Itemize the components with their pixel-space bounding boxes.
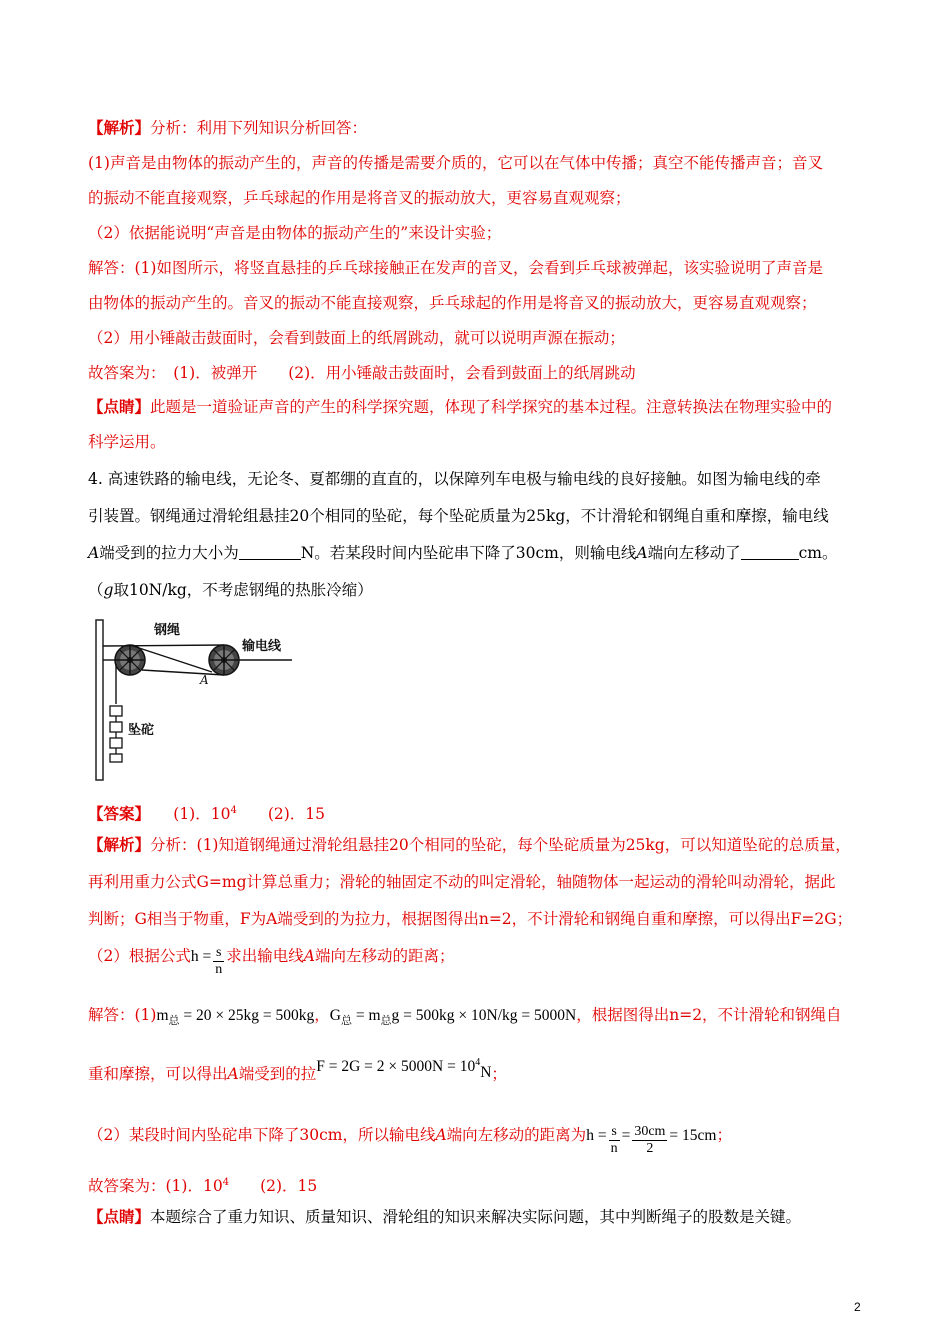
label-a: A [200,673,209,687]
pulley-diagram [92,614,302,782]
label-weight: 坠砣 [128,723,155,738]
analysis1-line5: 解答：(1)如图所示，将竖直悬挂的乒乓球接触正在发声的音叉，会看到乒乓球被弹起，该实验说明了声音是 [88,259,823,277]
analysis1-comment-cont: 科学运用。 [88,433,166,451]
answer-tag: 【答案】 [88,804,143,823]
analysis1-line7: （2）用小锤敲击鼓面时，会看到鼓面上的纸屑跳动，就可以说明声源在振动； [88,329,625,347]
analysis1-line2: (1)声音是由物体的振动产生的，声音的传播是需要介质的，它可以在气体中传播；真空不能传播声音；音叉 [88,154,823,172]
weights [110,706,122,762]
question4-line4: （g取10N/kg，不考虑钢绳的热胀冷缩） [88,581,373,599]
comment-tag-2: 【点睛】 [88,1207,151,1226]
answer-blank-2 [741,559,799,560]
analysis2-line2: 再利用重力公式G=mg计算总重力；滑轮的轴固定不动的叫定滑轮，轴随物体一起运动的滑轮叫动滑轮，据此 [88,873,836,891]
analysis1-answer: 故答案为： (1)．被弹开 (2)．用小锤敲击鼓面时，会看到鼓面上的纸屑跳动 [88,364,636,382]
analysis2-line4: （2）根据公式h = $\frac{s}{n}$ 求出输电线A端向左移动的距离； [88,945,455,977]
label-rope: 钢绳 [154,623,181,638]
analysis2-line1: 【解析】分析：(1)知道钢绳通过滑轮组悬挂20个相同的坠砣，每个坠砣质量为25kg，可以知道坠砣的总质量， [88,835,851,854]
question4-line2: 引装置。钢绳通过滑轮组悬挂20个相同的坠砣，每个坠砣质量为25kg，不计滑轮和钢绳自重和摩擦，输电线 [88,507,829,525]
analysis-tag: 【解析】 [88,118,151,137]
question4-line3: A端受到的拉力大小为 N。若某段时间内坠砣串下降了30cm，则输电线A端向左移动了 cm。 [88,544,838,562]
analysis2-line6: 重和摩擦，可以得出A端受到的拉$F = 2G = 2 \times 5000N = 10^4N$； [88,1057,507,1083]
analysis-tag-2: 【解析】 [88,835,151,854]
fixed-pulley [115,645,145,675]
analysis2-line5: 解答：$(1)m_总 = 20 \times 25kg = 500kg$，$G_总 = m_总g = 500kg \times 10N/kg = 5000N$，根据图得出n=2，不计滑轮和钢绳自 [88,1006,842,1027]
analysis2-comment: 【点睛】本题综合了重力知识、质量知识、滑轮组的知识来解决实际问题，其中判断绳子的股数是关键。 [88,1207,802,1226]
movable-pulley [209,645,239,675]
formula-fraction: $\frac{s}{n}$ [215,945,223,977]
analysis1-line4: （2）依据能说明“声音是由物体的振动产生的”来设计实验； [88,224,502,242]
analysis1-line1: 【解析】分析：利用下列知识分析回答： [88,118,368,137]
analysis1-line6: 由物体的振动产生的。音叉的振动不能直接观察，乒乓球起的作用是将音叉的振动放大，更容易直观观察； [88,294,817,312]
comment-tag: 【点睛】 [88,397,151,416]
analysis1-line3: 的振动不能直接观察，乒乓球起的作用是将音叉的振动放大，更容易直观观察； [88,189,631,207]
fraction-s-n: $\frac{s}{n}$ [610,1124,618,1156]
analysis1-comment: 【点睛】此题是一道验证声音的产生的科学探究题，体现了科学探究的基本过程。注意转换法在物理实验中的 [88,397,833,416]
analysis2-line3: 判断；G相当于物重，F为A端受到的为拉力，根据图得出n=2，不计滑轮和钢绳自重和摩擦，可以得出F=2G； [88,910,853,928]
answer-blank-1 [239,559,301,560]
fraction-30cm-2: $\frac{30cm}{2}$ [634,1124,666,1156]
analysis2-answer: 故答案为：(1)．$10^4$ (2)．15 [88,1177,318,1195]
answer-line: 【答案】 (1)．$10^4$ (2)．15 [88,804,326,823]
label-wire: 输电线 [242,639,282,654]
question4-line1: 4. 高速铁路的输电线，无论冬、夏都绷的直直的，以保障列车电极与输电线的良好接触。如图为输电线的牵 [88,470,821,488]
analysis2-line7: （2）某段时间内坠砣串下降了30cm，所以输电线A端向左移动的距离为h = $\frac{s}{n}$ = $\frac{30cm}{2}$ = 15cm； [88,1124,732,1156]
page-number: 2 [854,1300,861,1314]
pole [96,620,103,780]
